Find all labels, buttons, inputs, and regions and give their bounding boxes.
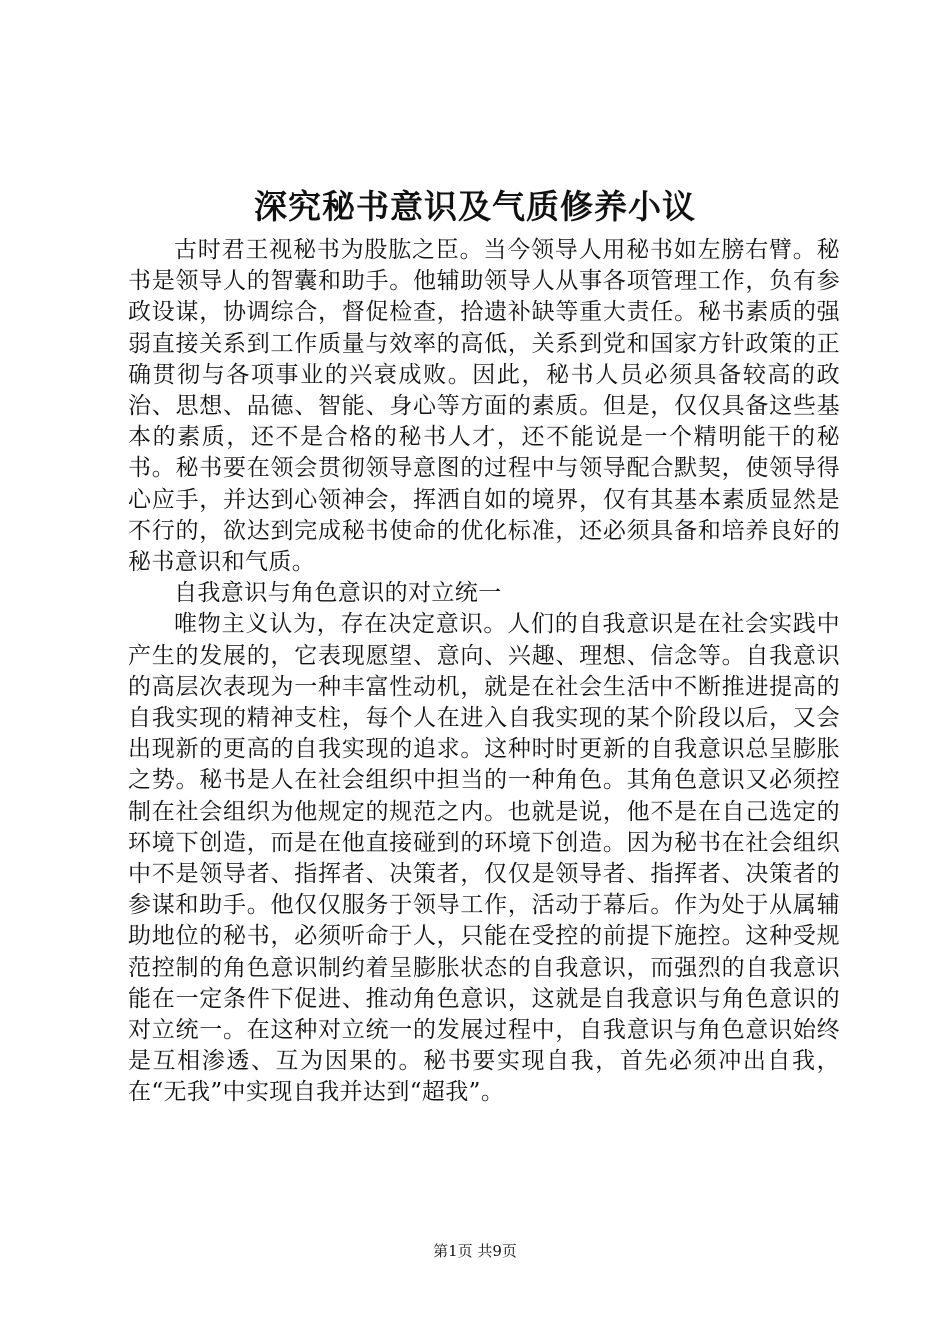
document-title: 深究秘书意识及气质修养小议 xyxy=(254,187,696,226)
document-body xyxy=(128,235,840,1109)
section-paragraph: 唯物主义认为，存在决定意识。人们的自我意识是在社会实践中产生的发展的，它表现愿望、意向、兴趣、理想、信念等。自我意识的高层次表现为一种丰富性动机，就是在社会生活中不断推进提高的自我实现的精神支柱，每个人在进入自我实现的某个阶段以后，又会出现新的更高的自我实现的追求。这种时时更新的自我意识总呈膨胀之势。秘书是人在社会组织中担当的一种角色。其角色意识又必须控制在社会组织为他规定的规范之内。也就是说，他不是在自己选定的环境下创造，而是在他直接碰到的环境下创造。因为秘书在社会组织中不是领导者、指挥者、决策者，仅仅是领导者、指挥者、决策者的参谋和助手。他仅仅服务于领导工作，活动于幕后。作为处于从属辅助地位的秘书，必须听命于人，只能在受控的前提下施控。这种受规范控制的角色意识制约着呈膨胀状态的自我意识，而强烈的自我意识能在一定条件下促进、推动角色意识，这就是自我意识与角色意识的对立统一。在这种对立统一的发展过程中，自我意识与角色意识始终是互相渗透、互为因果的。秘书要实现自我，首先必须冲出自我，在“无我”中实现自我并达到“超我”。 xyxy=(128,611,840,1106)
section-heading: 自我意识与角色意识的对立统一 xyxy=(174,580,502,607)
intro-paragraph: 古时君王视秘书为股肱之臣。当今领导人用秘书如左膀右臂。秘书是领导人的智囊和助手。他辅助领导人从事各项管理工作，负有参政设谋，协调综合，督促检查，拾遗补缺等重大责任。秘书素质的强弱直接关系到工作质量与效率的高低，关系到党和国家方针政策的正确贯彻与各项事业的兴衰成败。因此，秘书人员必须具备较高的政治、思想、品德、智能、身心等方面的素质。但是，仅仅具备这些基本的素质，还不是合格的秘书人才，还不能说是一个精明能干的秘书。秘书要在领会贯彻领导意图的过程中与领导配合默契，使领导得心应手，并达到心领神会，挥洒自如的境界，仅有其基本素质显然是不行的，欲达到完成秘书使命的优化标准，还必须具备和培养良好的秘书意识和气质。 xyxy=(128,237,840,576)
page-footer: 第1页 共9页 xyxy=(433,1242,517,1260)
